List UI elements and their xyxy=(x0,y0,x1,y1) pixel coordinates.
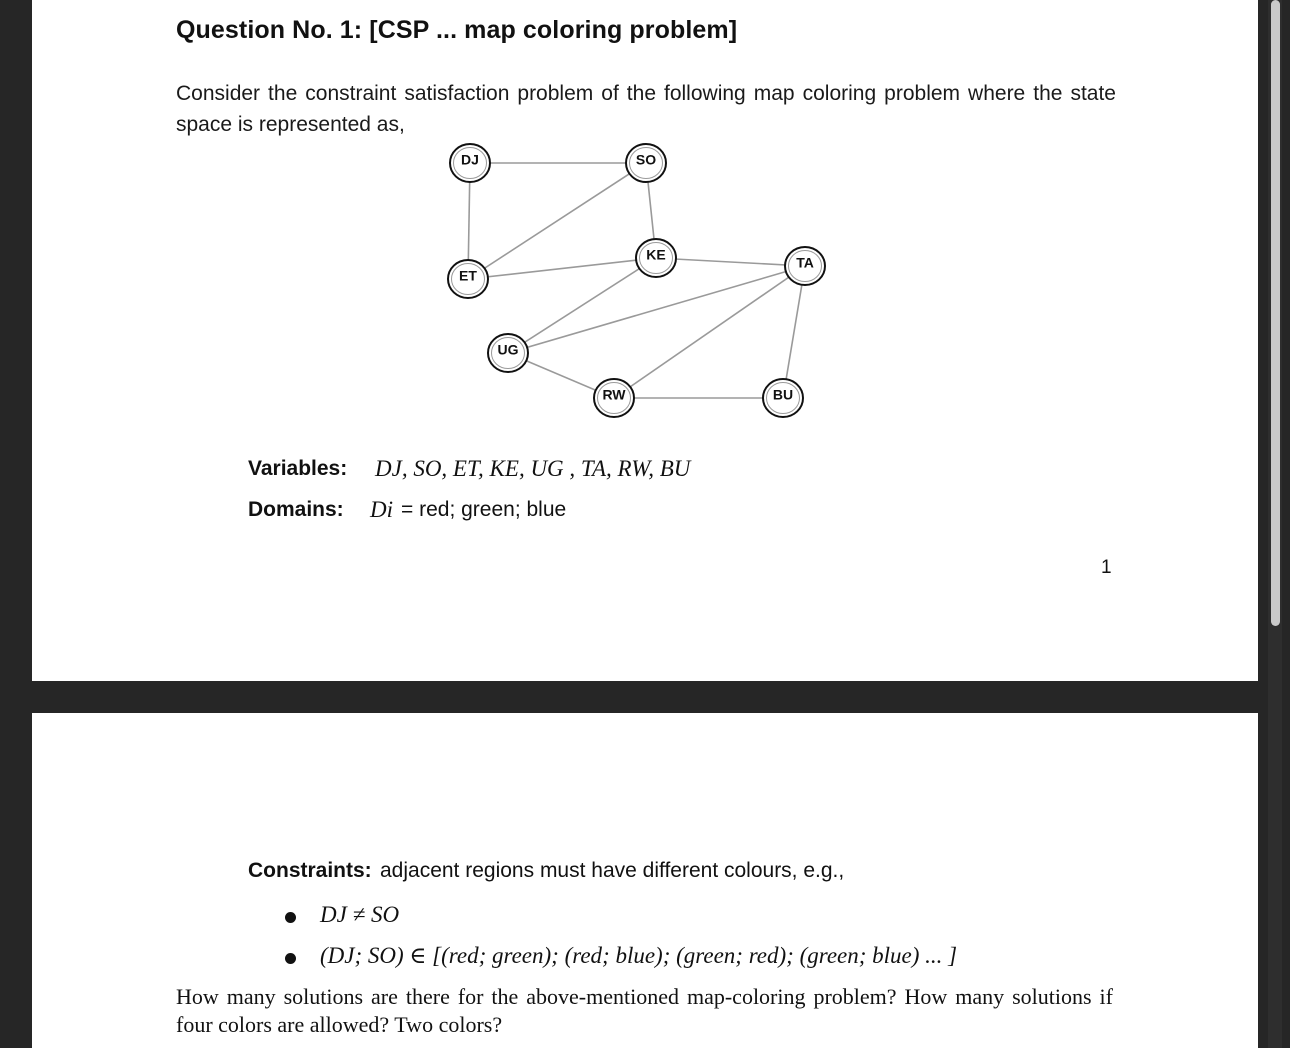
page-number: 1 xyxy=(1101,557,1112,578)
domains-variable: Di xyxy=(370,497,393,522)
graph-node-label: TA xyxy=(796,254,814,271)
graph-node-dj xyxy=(450,144,490,182)
graph-node-bu xyxy=(763,379,803,417)
constraint-bullet-2: (DJ; SO) ∈ [(red; green); (red; blue); (green; red); (green; blue) ... ] xyxy=(320,943,958,968)
constraints-text: adjacent regions must have different colours, e.g., xyxy=(380,859,845,882)
graph-edge-ta-bu xyxy=(783,266,805,398)
graph-node-ug xyxy=(488,334,528,372)
question-title: Question No. 1: [CSP ... map coloring problem] xyxy=(176,16,738,44)
bullet-icon xyxy=(285,953,296,964)
graph-node-rw xyxy=(594,379,634,417)
constraints-label: Constraints: xyxy=(248,859,372,882)
graph-node-ke xyxy=(636,239,676,277)
scrollbar-thumb[interactable] xyxy=(1271,0,1280,626)
graph-node-label: UG xyxy=(497,341,519,358)
graph-edge-rw-ta xyxy=(614,266,805,398)
graph-node-label: DJ xyxy=(461,151,479,168)
constraint-graph xyxy=(432,140,872,430)
document-page-1 xyxy=(32,0,1258,681)
constraint-bullet-1: DJ ≠ SO xyxy=(320,902,400,927)
graph-node-label: SO xyxy=(635,151,657,168)
graph-node-label: RW xyxy=(602,386,626,403)
graph-node-label: ET xyxy=(459,267,477,284)
intro-paragraph: Consider the constraint satisfaction problem of the following map coloring problem where the state space is represented as, xyxy=(176,82,1116,136)
graph-edge-ug-ta xyxy=(508,266,805,353)
document-page-2 xyxy=(32,713,1258,1048)
domains-label: Domains: xyxy=(248,498,344,521)
bullet-icon xyxy=(285,912,296,923)
variables-value: DJ, SO, ET, KE, UG , TA, RW, BU xyxy=(375,456,691,481)
graph-node-et xyxy=(448,260,488,298)
question-text: How many solutions are there for the above-mentioned map-coloring problem? How many solutions if four colors are allowed? Two colors? xyxy=(176,984,1113,1037)
graph-edge-ke-ta xyxy=(656,258,805,266)
graph-node-label: KE xyxy=(646,246,666,263)
variables-label: Variables: xyxy=(248,457,348,480)
graph-node-label: BU xyxy=(772,386,794,403)
graph-node-so xyxy=(626,144,666,182)
graph-node-ta xyxy=(785,247,825,285)
domains-value: = red; green; blue xyxy=(401,498,567,521)
